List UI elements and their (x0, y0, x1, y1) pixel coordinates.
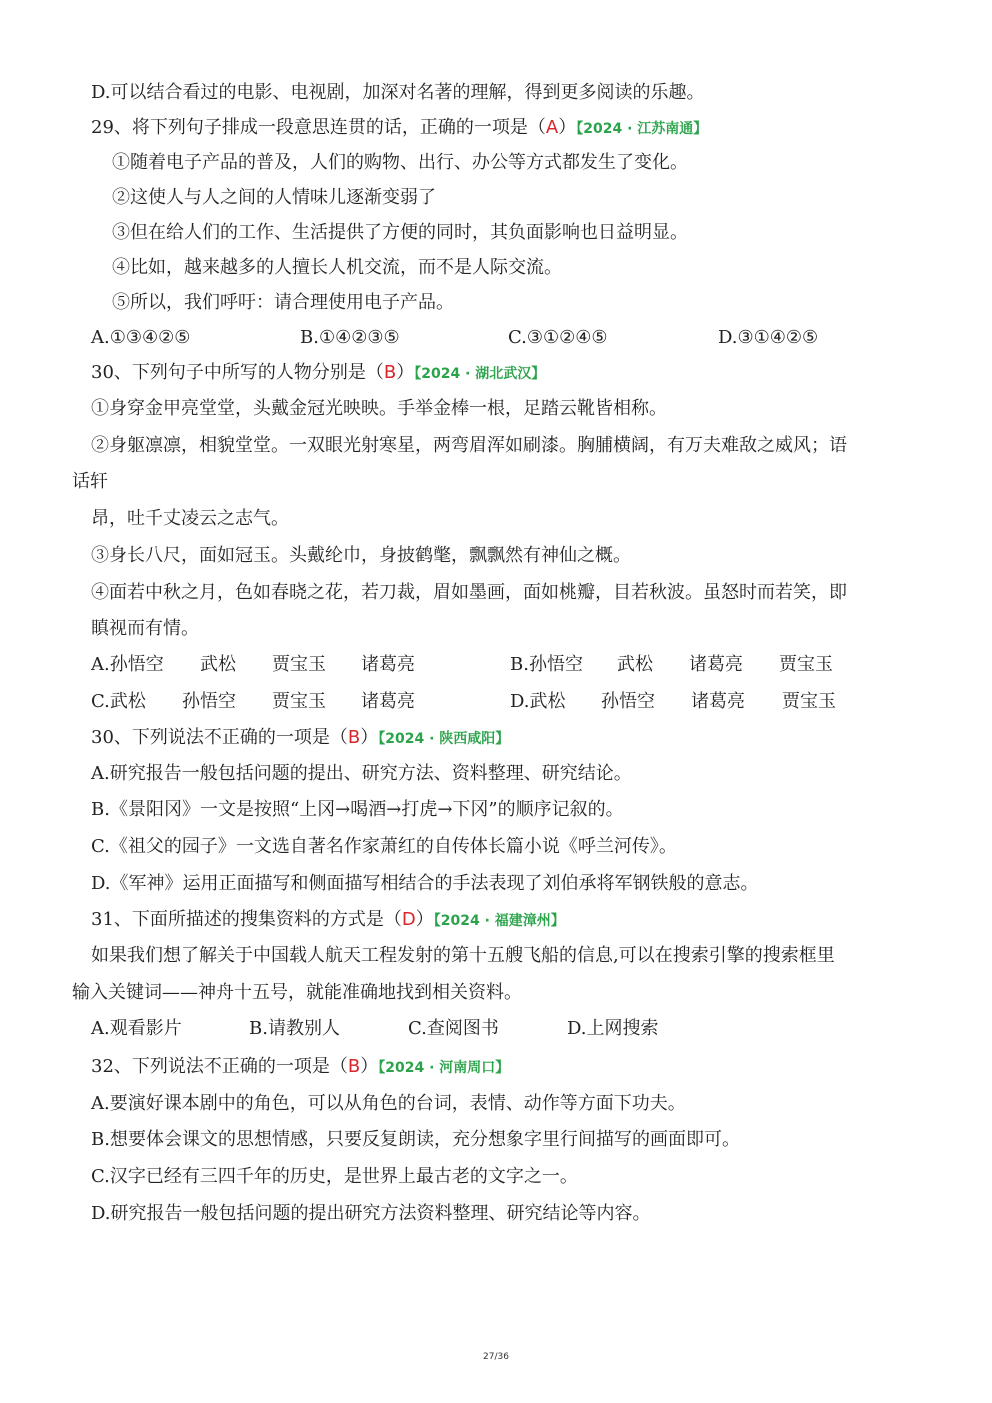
question-30a-item-4: ④面若中秋之月，色如春晓之花，若刀裁，眉如墨画，面如桃瓣，目若秋波。虽怒时而若笑，即 (91, 582, 847, 603)
question-30a-item-2-end: 昂，吐千丈凌云之志气。 (91, 508, 289, 529)
question-30a-source: 【2024 · 湖北武汉】 (414, 366, 546, 382)
question-29-item-1: ①随着电子产品的普及，人们的购物、出行、办公等方式都发生了变化。 (112, 152, 688, 173)
question-32-option-a: A.要演好课本剧中的角色，可以从角色的台词，表情、动作等方面下功夫。 (91, 1093, 686, 1114)
question-32-source: 【2024 · 河南周口】 (378, 1060, 510, 1076)
question-30b-option-d: D.《军神》运用正面描写和侧面描写相结合的手法表现了刘伯承将军钢铁般的意志。 (91, 873, 759, 894)
question-31-option-c: C.查阅图书 (408, 1018, 499, 1039)
question-30a-item-2-cont: 话轩 (72, 471, 108, 492)
question-31-passage-line-2: 输入关键词——神舟十五号，就能准确地找到相关资料。 (72, 982, 522, 1003)
question-30a-option-a-2: 武松 (200, 654, 236, 675)
question-30b-option-a: A.研究报告一般包括问题的提出、研究方法、资料整理、研究结论。 (91, 763, 632, 784)
question-30a-item-4-end: 瞋视而有情。 (91, 618, 199, 639)
question-31-option-b: B.请教别人 (249, 1018, 340, 1039)
question-31-option-d: D.上网搜索 (567, 1018, 659, 1039)
question-30b-text: 30、下列说法不正确的一项是（ (91, 727, 348, 748)
question-30a-option-b-1: B.孙悟空 (510, 654, 583, 675)
question-30a-option-c-1: C.武松 (91, 691, 146, 712)
question-29-item-4: ④比如，越来越多的人擅长人机交流，而不是人际交流。 (112, 257, 562, 278)
question-30a-option-b-2: 武松 (617, 654, 653, 675)
question-29-stem (91, 115, 707, 142)
question-29-item-2: ②这使人与人之间的人情味儿逐渐变弱了 (112, 187, 436, 208)
question-30a-option-a-3: 贾宝玉 (272, 654, 326, 675)
question-31-paren: ） (415, 909, 434, 930)
question-29-option-a: A.①③④②⑤ (91, 327, 191, 348)
question-30b-option-c: C.《祖父的园子》一文选自著名作家萧红的自传体长篇小说《呼兰河传》。 (91, 836, 677, 857)
question-30b-stem (91, 725, 509, 752)
question-31-source: 【2024 · 福建漳州】 (433, 913, 565, 929)
question-30a-item-2: ②身躯凛凛，相貌堂堂。一双眼光射寒星，两弯眉浑如刷漆。胸脯横阔，有万夫难敌之威风；语 (91, 435, 847, 456)
question-32-answer: B (347, 1056, 361, 1077)
question-30a-option-b-3: 诸葛亮 (689, 654, 743, 675)
question-29-text: 29、将下列句子排成一段意思连贯的话，正确的一项是（ (91, 117, 546, 138)
question-29-item-3: ③但在给人们的工作、生活提供了方便的同时，其负面影响也日益明显。 (112, 222, 688, 243)
question-30a-option-c-2: 孙悟空 (182, 691, 236, 712)
question-30a-text: 30、下列句子中所写的人物分别是（ (91, 362, 384, 383)
question-30a-option-d-4: 贾宝玉 (782, 691, 836, 712)
question-30b-answer: B (347, 727, 361, 748)
question-30a-stem (91, 360, 545, 387)
question-29-option-c: C.③①②④⑤ (508, 327, 608, 348)
question-31-option-a: A.观看影片 (91, 1018, 182, 1039)
question-32-paren: ） (360, 1056, 379, 1077)
question-30a-answer: B (383, 362, 397, 383)
question-32-option-b: B.想要体会课文的思想情感，只要反复朗读，充分想象字里行间描写的画面即可。 (91, 1129, 740, 1150)
question-32-option-c: C.汉字已经有三四千年的历史，是世界上最古老的文字之一。 (91, 1166, 578, 1187)
question-30a-item-3: ③身长八尺，面如冠玉。头戴纶巾，身披鹤氅，飘飘然有神仙之概。 (91, 545, 631, 566)
question-30b-source: 【2024 · 陕西咸阳】 (378, 731, 510, 747)
question-30a-item-1: ①身穿金甲亮堂堂，头戴金冠光映映。手举金棒一根，足踏云靴皆相称。 (91, 398, 667, 419)
question-31-text: 31、下面所描述的搜集资料的方式是（ (91, 909, 402, 930)
question-32-text: 32、下列说法不正确的一项是（ (91, 1056, 348, 1077)
question-29-paren: ） (558, 117, 577, 138)
question-30a-paren: ） (396, 362, 415, 383)
question-30a-option-d-2: 孙悟空 (601, 691, 655, 712)
question-32-option-d: D.研究报告一般包括问题的提出研究方法资料整理、研究结论等内容。 (91, 1203, 651, 1224)
page-number: 27/36 (483, 1352, 509, 1362)
question-30a-option-d-3: 诸葛亮 (691, 691, 745, 712)
question-30a-option-a-4: 诸葛亮 (361, 654, 415, 675)
question-29-option-b: B.①④②③⑤ (300, 327, 400, 348)
question-30a-option-d-1: D.武松 (510, 691, 566, 712)
question-29-answer: A (545, 117, 559, 138)
question-30a-option-c-3: 贾宝玉 (272, 691, 326, 712)
question-30a-option-a-1: A.孙悟空 (91, 654, 164, 675)
question-31-passage-line-1: 如果我们想了解关于中国载人航天工程发射的第十五艘飞船的信息,可以在搜索引擎的搜索框里 (91, 945, 835, 966)
prev-question-option-d: D.可以结合看过的电影、电视剧，加深对名著的理解，得到更多阅读的乐趣。 (91, 82, 705, 103)
question-32-stem (91, 1054, 509, 1081)
question-29-source: 【2024 · 江苏南通】 (576, 121, 708, 137)
question-30a-option-b-4: 贾宝玉 (779, 654, 833, 675)
question-31-answer: D (401, 909, 416, 930)
question-30b-option-b: B.《景阳冈》一文是按照“上冈→喝酒→打虎→下冈”的顺序记叙的。 (91, 799, 624, 820)
question-31-stem (91, 907, 565, 934)
question-30a-option-c-4: 诸葛亮 (361, 691, 415, 712)
question-30b-paren: ） (360, 727, 379, 748)
question-29-option-d: D.③①④②⑤ (718, 327, 819, 348)
question-29-item-5: ⑤所以，我们呼吁：请合理使用电子产品。 (112, 292, 454, 313)
